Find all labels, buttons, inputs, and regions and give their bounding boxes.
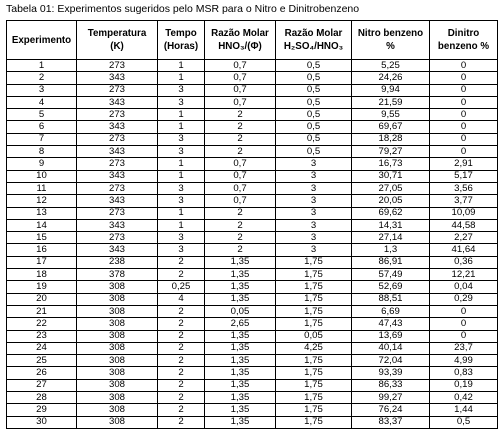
cell-temperatura: 343 (77, 121, 158, 133)
cell-temperatura: 273 (77, 84, 158, 96)
cell-tempo: 1 (158, 158, 205, 170)
cell-razao-hno3: 0,7 (205, 72, 276, 84)
header-razao-hno3 (205, 21, 276, 60)
cell-experimento: 12 (7, 195, 77, 207)
cell-dinitrobenzeno: 0 (430, 318, 498, 330)
cell-nitrobenzeno: 5,25 (352, 60, 430, 72)
cell-razao-hno3: 2 (205, 207, 276, 219)
cell-razao-h2so4: 1,75 (276, 293, 352, 305)
cell-temperatura: 343 (77, 170, 158, 182)
cell-razao-h2so4: 1,75 (276, 404, 352, 416)
cell-temperatura: 273 (77, 133, 158, 145)
cell-nitrobenzeno: 83,37 (352, 416, 430, 428)
cell-temperatura: 273 (77, 158, 158, 170)
table-row (7, 269, 498, 281)
cell-experimento: 20 (7, 293, 77, 305)
cell-temperatura: 308 (77, 355, 158, 367)
cell-nitrobenzeno: 69,67 (352, 121, 430, 133)
cell-dinitrobenzeno: 0 (430, 146, 498, 158)
cell-razao-hno3: 0,7 (205, 158, 276, 170)
cell-temperatura: 308 (77, 404, 158, 416)
cell-razao-h2so4: 0,5 (276, 133, 352, 145)
cell-tempo: 3 (158, 244, 205, 256)
cell-experimento: 10 (7, 170, 77, 182)
cell-nitrobenzeno: 76,24 (352, 404, 430, 416)
cell-razao-h2so4: 0,5 (276, 109, 352, 121)
cell-tempo: 4 (158, 293, 205, 305)
cell-nitrobenzeno: 93,39 (352, 367, 430, 379)
cell-tempo: 3 (158, 182, 205, 194)
cell-razao-h2so4: 0,5 (276, 72, 352, 84)
table-row (7, 207, 498, 219)
cell-tempo: 3 (158, 195, 205, 207)
cell-tempo: 2 (158, 305, 205, 317)
table-row (7, 416, 498, 428)
table-row (7, 109, 498, 121)
cell-dinitrobenzeno: 0 (430, 60, 498, 72)
cell-dinitrobenzeno: 0,36 (430, 256, 498, 268)
cell-razao-hno3: 2 (205, 133, 276, 145)
cell-experimento: 23 (7, 330, 77, 342)
cell-experimento: 25 (7, 355, 77, 367)
table-row (7, 244, 498, 256)
cell-experimento: 22 (7, 318, 77, 330)
table-row (7, 182, 498, 194)
cell-tempo: 1 (158, 207, 205, 219)
cell-tempo: 1 (158, 109, 205, 121)
cell-experimento: 26 (7, 367, 77, 379)
cell-nitrobenzeno: 14,31 (352, 219, 430, 231)
cell-razao-h2so4: 0,5 (276, 84, 352, 96)
cell-temperatura: 273 (77, 182, 158, 194)
cell-razao-h2so4: 0,5 (276, 146, 352, 158)
cell-dinitrobenzeno: 0 (430, 84, 498, 96)
cell-nitrobenzeno: 72,04 (352, 355, 430, 367)
table-row (7, 219, 498, 231)
cell-tempo: 3 (158, 133, 205, 145)
header-row (7, 21, 498, 60)
header-dinitrobenzeno (430, 21, 498, 60)
cell-razao-h2so4: 1,75 (276, 416, 352, 428)
table-row (7, 72, 498, 84)
cell-razao-hno3: 2,65 (205, 318, 276, 330)
cell-razao-hno3: 1,35 (205, 256, 276, 268)
table-row (7, 293, 498, 305)
table-body (7, 60, 498, 429)
cell-tempo: 3 (158, 96, 205, 108)
cell-dinitrobenzeno: 2,91 (430, 158, 498, 170)
cell-temperatura: 308 (77, 342, 158, 354)
cell-temperatura: 343 (77, 96, 158, 108)
cell-razao-h2so4: 0,5 (276, 96, 352, 108)
cell-experimento: 14 (7, 219, 77, 231)
cell-tempo: 2 (158, 392, 205, 404)
table-row (7, 158, 498, 170)
cell-experimento: 21 (7, 305, 77, 317)
cell-razao-hno3: 0,7 (205, 182, 276, 194)
header-temperatura (77, 21, 158, 60)
table-row (7, 367, 498, 379)
cell-experimento: 2 (7, 72, 77, 84)
table-row (7, 281, 498, 293)
cell-razao-h2so4: 1,75 (276, 355, 352, 367)
cell-dinitrobenzeno: 1,44 (430, 404, 498, 416)
cell-nitrobenzeno: 24,26 (352, 72, 430, 84)
header-dinitrobenzeno-line1: Dinitro (447, 28, 480, 39)
cell-razao-hno3: 1,35 (205, 367, 276, 379)
cell-razao-hno3: 1,35 (205, 379, 276, 391)
cell-experimento: 28 (7, 392, 77, 404)
cell-temperatura: 308 (77, 281, 158, 293)
cell-razao-h2so4: 1,75 (276, 269, 352, 281)
cell-nitrobenzeno: 79,27 (352, 146, 430, 158)
cell-tempo: 3 (158, 232, 205, 244)
cell-nitrobenzeno: 9,55 (352, 109, 430, 121)
cell-razao-hno3: 0,05 (205, 305, 276, 317)
cell-temperatura: 308 (77, 318, 158, 330)
cell-nitrobenzeno: 21,59 (352, 96, 430, 108)
cell-razao-hno3: 2 (205, 219, 276, 231)
header-tempo (158, 21, 205, 60)
table-row (7, 256, 498, 268)
cell-dinitrobenzeno: 0 (430, 109, 498, 121)
table-row (7, 60, 498, 72)
cell-tempo: 2 (158, 256, 205, 268)
cell-dinitrobenzeno: 23,7 (430, 342, 498, 354)
cell-razao-hno3: 0,7 (205, 84, 276, 96)
cell-razao-h2so4: 1,75 (276, 305, 352, 317)
cell-experimento: 17 (7, 256, 77, 268)
cell-tempo: 2 (158, 342, 205, 354)
cell-experimento: 16 (7, 244, 77, 256)
cell-nitrobenzeno: 47,43 (352, 318, 430, 330)
cell-experimento: 19 (7, 281, 77, 293)
table-row (7, 342, 498, 354)
table-row (7, 96, 498, 108)
cell-temperatura: 343 (77, 146, 158, 158)
cell-temperatura: 343 (77, 244, 158, 256)
cell-razao-hno3: 0,7 (205, 195, 276, 207)
cell-razao-h2so4: 3 (276, 195, 352, 207)
cell-razao-h2so4: 3 (276, 182, 352, 194)
cell-nitrobenzeno: 57,49 (352, 269, 430, 281)
cell-razao-h2so4: 1,75 (276, 367, 352, 379)
cell-nitrobenzeno: 88,51 (352, 293, 430, 305)
cell-experimento: 9 (7, 158, 77, 170)
cell-temperatura: 308 (77, 379, 158, 391)
table-row (7, 330, 498, 342)
cell-razao-hno3: 1,35 (205, 330, 276, 342)
table-row (7, 404, 498, 416)
cell-dinitrobenzeno: 5,17 (430, 170, 498, 182)
header-nitrobenzeno-line2: % (386, 41, 395, 52)
cell-razao-h2so4: 3 (276, 232, 352, 244)
cell-tempo: 1 (158, 170, 205, 182)
cell-dinitrobenzeno: 3,56 (430, 182, 498, 194)
table-row (7, 305, 498, 317)
cell-dinitrobenzeno: 0 (430, 72, 498, 84)
cell-nitrobenzeno: 27,05 (352, 182, 430, 194)
cell-temperatura: 343 (77, 195, 158, 207)
cell-nitrobenzeno: 16,73 (352, 158, 430, 170)
cell-dinitrobenzeno: 0,29 (430, 293, 498, 305)
header-temperatura-line2: (K) (110, 41, 124, 52)
cell-dinitrobenzeno: 0 (430, 305, 498, 317)
cell-temperatura: 308 (77, 392, 158, 404)
cell-razao-hno3: 2 (205, 146, 276, 158)
cell-nitrobenzeno: 30,71 (352, 170, 430, 182)
table-row (7, 146, 498, 158)
cell-temperatura: 273 (77, 232, 158, 244)
cell-razao-h2so4: 0,5 (276, 60, 352, 72)
cell-razao-h2so4: 3 (276, 158, 352, 170)
cell-razao-h2so4: 1,75 (276, 379, 352, 391)
cell-temperatura: 308 (77, 367, 158, 379)
cell-dinitrobenzeno: 41,64 (430, 244, 498, 256)
header-dinitrobenzeno-line2: benzeno % (437, 41, 490, 52)
cell-tempo: 2 (158, 404, 205, 416)
cell-razao-h2so4: 3 (276, 244, 352, 256)
cell-razao-hno3: 2 (205, 121, 276, 133)
header-razao-hno3-line2: HNO₃/(Φ) (218, 41, 262, 52)
table-row (7, 121, 498, 133)
cell-experimento: 27 (7, 379, 77, 391)
table-row (7, 379, 498, 391)
cell-tempo: 2 (158, 367, 205, 379)
cell-nitrobenzeno: 52,69 (352, 281, 430, 293)
table-row (7, 84, 498, 96)
cell-dinitrobenzeno: 10,09 (430, 207, 498, 219)
cell-razao-hno3: 1,35 (205, 269, 276, 281)
cell-razao-hno3: 2 (205, 232, 276, 244)
header-experimento-line1: Experimento (11, 34, 72, 46)
cell-temperatura: 378 (77, 269, 158, 281)
cell-experimento: 13 (7, 207, 77, 219)
cell-experimento: 18 (7, 269, 77, 281)
cell-razao-h2so4: 3 (276, 170, 352, 182)
cell-temperatura: 273 (77, 109, 158, 121)
header-nitrobenzeno-line1: Nitro benzeno (357, 28, 424, 39)
cell-dinitrobenzeno: 0,42 (430, 392, 498, 404)
header-experimento (7, 21, 77, 60)
cell-tempo: 3 (158, 84, 205, 96)
cell-razao-hno3: 1,35 (205, 416, 276, 428)
cell-dinitrobenzeno: 4,99 (430, 355, 498, 367)
table-row (7, 170, 498, 182)
cell-dinitrobenzeno: 44,58 (430, 219, 498, 231)
cell-razao-hno3: 1,35 (205, 293, 276, 305)
cell-razao-hno3: 0,7 (205, 60, 276, 72)
cell-razao-hno3: 0,7 (205, 170, 276, 182)
header-tempo-line1: Tempo (165, 28, 197, 39)
cell-tempo: 1 (158, 72, 205, 84)
cell-experimento: 7 (7, 133, 77, 145)
table-row (7, 195, 498, 207)
cell-razao-h2so4: 1,75 (276, 318, 352, 330)
cell-razao-hno3: 2 (205, 109, 276, 121)
cell-nitrobenzeno: 27,14 (352, 232, 430, 244)
header-razao-hno3-line1: Razão Molar (211, 28, 269, 39)
cell-tempo: 2 (158, 355, 205, 367)
cell-dinitrobenzeno: 2,27 (430, 232, 498, 244)
cell-experimento: 30 (7, 416, 77, 428)
cell-temperatura: 343 (77, 72, 158, 84)
cell-razao-h2so4: 0,5 (276, 121, 352, 133)
cell-tempo: 0,25 (158, 281, 205, 293)
cell-razao-hno3: 1,35 (205, 342, 276, 354)
table-row (7, 232, 498, 244)
header-razao-h2so4 (276, 21, 352, 60)
cell-razao-h2so4: 4,25 (276, 342, 352, 354)
cell-experimento: 1 (7, 60, 77, 72)
cell-dinitrobenzeno: 0,04 (430, 281, 498, 293)
cell-temperatura: 308 (77, 305, 158, 317)
table-caption: Tabela 01: Experimentos sugeridos pelo MSR para o Nitro e Dinitrobenzeno (6, 3, 360, 15)
cell-experimento: 24 (7, 342, 77, 354)
cell-nitrobenzeno: 6,69 (352, 305, 430, 317)
cell-temperatura: 308 (77, 416, 158, 428)
header-razao-h2so4-line1: Razão Molar (284, 28, 343, 39)
experiments-table (6, 20, 498, 429)
cell-experimento: 29 (7, 404, 77, 416)
cell-razao-h2so4: 3 (276, 219, 352, 231)
cell-tempo: 1 (158, 121, 205, 133)
cell-nitrobenzeno: 20,05 (352, 195, 430, 207)
cell-razao-hno3: 2 (205, 244, 276, 256)
cell-temperatura: 238 (77, 256, 158, 268)
cell-experimento: 4 (7, 96, 77, 108)
table-row (7, 318, 498, 330)
cell-dinitrobenzeno: 12,21 (430, 269, 498, 281)
cell-dinitrobenzeno: 0,5 (430, 416, 498, 428)
table-row (7, 392, 498, 404)
header-tempo-line2: (Horas) (163, 41, 199, 52)
cell-razao-hno3: 1,35 (205, 392, 276, 404)
header-temperatura-line1: Temperatura (87, 28, 147, 39)
cell-nitrobenzeno: 69,62 (352, 207, 430, 219)
cell-nitrobenzeno: 86,91 (352, 256, 430, 268)
cell-experimento: 3 (7, 84, 77, 96)
cell-tempo: 2 (158, 330, 205, 342)
table-row (7, 355, 498, 367)
cell-tempo: 1 (158, 219, 205, 231)
cell-experimento: 15 (7, 232, 77, 244)
cell-dinitrobenzeno: 0,83 (430, 367, 498, 379)
cell-dinitrobenzeno: 0 (430, 121, 498, 133)
cell-razao-h2so4: 1,75 (276, 392, 352, 404)
cell-razao-h2so4: 3 (276, 207, 352, 219)
cell-temperatura: 308 (77, 330, 158, 342)
table-row (7, 133, 498, 145)
cell-nitrobenzeno: 9,94 (352, 84, 430, 96)
cell-razao-hno3: 1,35 (205, 404, 276, 416)
cell-tempo: 2 (158, 269, 205, 281)
cell-dinitrobenzeno: 0 (430, 330, 498, 342)
cell-nitrobenzeno: 13,69 (352, 330, 430, 342)
cell-dinitrobenzeno: 0 (430, 133, 498, 145)
cell-temperatura: 273 (77, 60, 158, 72)
cell-nitrobenzeno: 40,14 (352, 342, 430, 354)
cell-nitrobenzeno: 86,33 (352, 379, 430, 391)
cell-dinitrobenzeno: 0,19 (430, 379, 498, 391)
cell-dinitrobenzeno: 3,77 (430, 195, 498, 207)
cell-tempo: 2 (158, 379, 205, 391)
cell-experimento: 8 (7, 146, 77, 158)
header-nitrobenzeno (352, 21, 430, 60)
cell-experimento: 6 (7, 121, 77, 133)
cell-nitrobenzeno: 18,28 (352, 133, 430, 145)
cell-razao-h2so4: 0,05 (276, 330, 352, 342)
cell-razao-hno3: 0,7 (205, 96, 276, 108)
cell-tempo: 2 (158, 318, 205, 330)
cell-temperatura: 308 (77, 293, 158, 305)
cell-razao-h2so4: 1,75 (276, 281, 352, 293)
cell-temperatura: 273 (77, 207, 158, 219)
cell-razao-hno3: 1,35 (205, 281, 276, 293)
cell-dinitrobenzeno: 0 (430, 96, 498, 108)
cell-razao-hno3: 1,35 (205, 355, 276, 367)
cell-temperatura: 343 (77, 219, 158, 231)
header-razao-h2so4-line2: H₂SO₄/HNO₃ (283, 41, 344, 52)
cell-experimento: 5 (7, 109, 77, 121)
cell-razao-h2so4: 1,75 (276, 256, 352, 268)
cell-tempo: 1 (158, 60, 205, 72)
cell-tempo: 2 (158, 416, 205, 428)
cell-nitrobenzeno: 99,27 (352, 392, 430, 404)
cell-nitrobenzeno: 1,3 (352, 244, 430, 256)
cell-experimento: 11 (7, 182, 77, 194)
cell-tempo: 3 (158, 146, 205, 158)
